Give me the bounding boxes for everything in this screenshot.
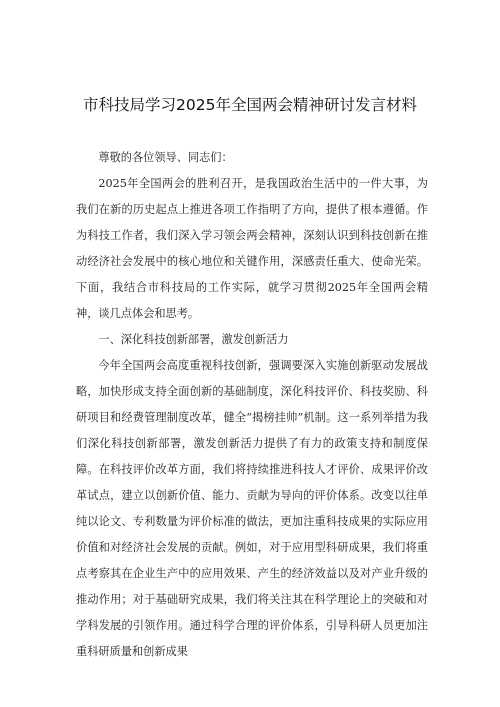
document-title: 市科技局学习2025年全国两会精神研讨发言材料: [83, 96, 417, 114]
section-paragraph-1: 今年全国两会高度重视科技创新，强调要深入实施创新驱动发展战略，加快形成支持全面创新的基础制度，深化科技评价、科技奖励、科研项目和经费管理制度改革，健全“揭榜挂帅”机制。这一系列举措为我们深化科技创新部署，激发创新活力提供了有力的政策支持和制度保障。在科技评价改革方面，我们将持续推进科技人才评价、成果评价改革试点，建立以创新价值、能力、贡献为导向的评价体系。改变以往单纯以论文、专利数量为评价标准的做法，更加注重科技成果的实际应用价值和对经济社会发展的贡献。例如，对于应用型科研成果，我们将重点考察其在企业生产中的应用效果、产生的经济效益以及对产业升级的推动作用；对于基础研究成果，我们将关注其在科学理论上的突破和对学科发展的引领作用。通过科学合理的评价体系，引导科研人员更加注重科研质量和创新成果: [76, 359, 428, 658]
salutation: 尊敬的各位领导、同志们：: [98, 151, 233, 164]
section-heading-1: 一、深化科技创新部署，激发创新活力: [98, 333, 289, 346]
intro-paragraph: 2025年全国两会的胜利召开，是我国政治生活中的一件大事，为我们在新的历史起点上推进各项工作指明了方向，提供了根本遵循。作为科技工作者，我们深入学习领会两会精神，深刻认识到科技创新在推动经济社会发展中的核心地位和关键作用，深感责任重大、使命光荣。下面，我结合市科技局的工作实际，就学习贯彻2025年全国两会精神，谈几点体会和思考。: [76, 177, 428, 320]
document-body: [76, 145, 428, 665]
